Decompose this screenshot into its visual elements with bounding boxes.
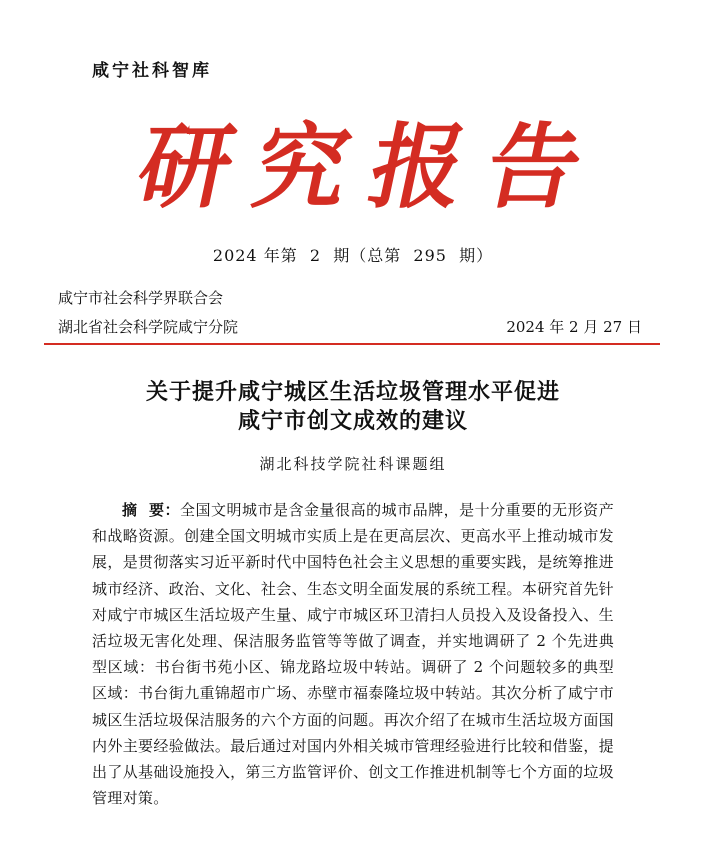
publish-date: 2024 年 2 月 27 日 <box>506 318 642 336</box>
header-divider <box>44 343 660 345</box>
masthead-char: 究 <box>244 113 360 221</box>
publisher-line-1: 咸宁市社会科学界联合会 <box>58 289 224 307</box>
issue-number: 2024 年第 2 期（总第 295 期） <box>212 246 494 265</box>
article-title-line-1: 关于提升咸宁城区生活垃圾管理水平促进 <box>145 380 560 405</box>
abstract-paragraph <box>92 497 614 811</box>
publisher-line-2: 湖北省社会科学院咸宁分院 <box>58 318 239 336</box>
article-author: 湖北科技学院社科课题组 <box>259 455 447 473</box>
masthead-title <box>128 112 592 222</box>
masthead-char: 告 <box>476 113 592 221</box>
masthead-char: 研 <box>128 113 244 221</box>
abstract-text: 全国文明城市是含金量很高的城市品牌，是十分重要的无形资产和战略资源。创建全国文明城市实质上是在更高层次、更高水平上推动城市发展，是贯彻落实习近平新时代中国特色社会主义思想的重要实践，是统筹推进城市经济、政治、文化、社会、生态文明全面发展的系统工程。本研究首先针对咸宁市城区生活垃圾产生量、咸宁市城区环卫清扫人员投入及设备投入、生活垃圾无害化处理、保洁服务监管等等做了调查，并实地调研了 2 个先进典型区域：书台街书苑小区、锦龙路垃圾中转站。调研了 2 个问题较多的典型区域：书台街九重锦超市广场、赤壁市福泰隆垃圾中转站。其次分析了咸宁市城区生活垃圾保洁服务的六个方面的问题。再次介绍了在城市生活垃圾方面国内外主要经验做法。最后通过对国内外相关城市管理经验进行比较和借鉴，提出了从基础设施投入，第三方监管评价、创文工作推进机制等七个方面的垃圾管理对策。 <box>92 501 614 808</box>
abstract-label: 摘 要： <box>122 501 180 519</box>
article-title-line-2: 咸宁市创文成效的建议 <box>237 409 468 434</box>
masthead-char: 报 <box>360 113 476 221</box>
org-name: 咸宁社科智库 <box>92 61 212 81</box>
